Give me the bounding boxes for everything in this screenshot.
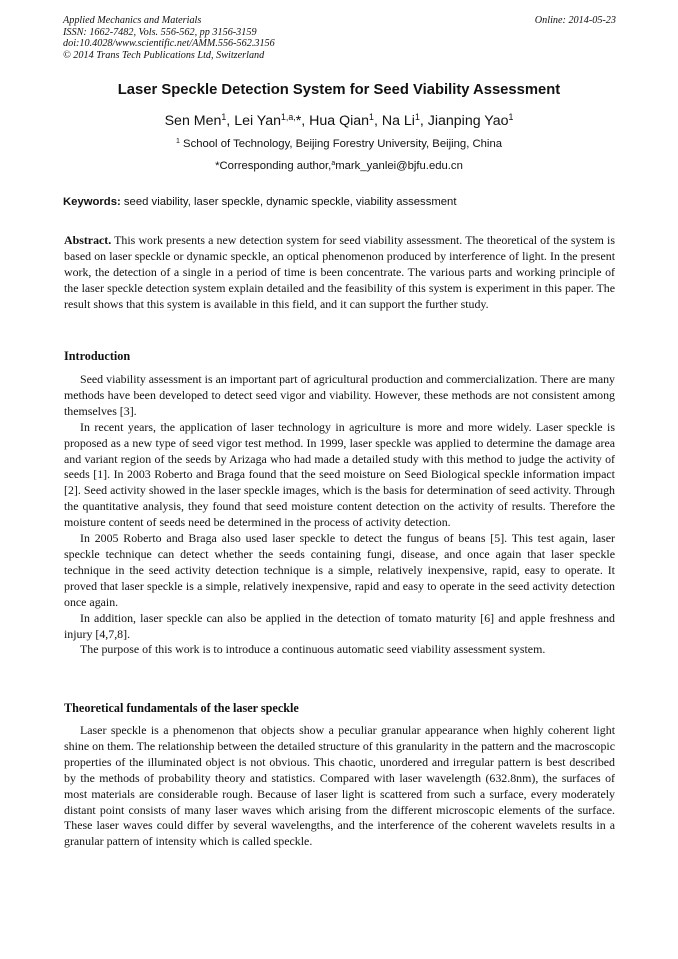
abstract-label: Abstract.	[64, 233, 112, 247]
author: Jianping Yao$^1$	[427, 112, 514, 129]
author-list	[40, 113, 638, 129]
paragraph: Laser speckle is a phenomenon that objects show a peculiar granular appearance when highly coherent light shine on them. The relationship between the detailed structure of this granularity in the pattern and the macroscopic properties of the illuminated object is not obvious. This chaotic, unordered and irregular pattern is best described by the methods of probability theory and statistics. Compared with laser wavelength (632.8nm), the surfaces of most materials are considerable rough. Because of laser light is scattered from such a surface, every moderately distant point consists of many laser waves which arising from the different microscopic elements of the surface. These laser waves could differ by several wavelengths, and the interference of the coherent wavelets results in a granular pattern of intensity which is called speckle.	[64, 723, 615, 849]
author: Lei Yan$^{1,a,}$*,	[234, 112, 310, 129]
corresponding-author: *Corresponding author,$^a$mark_yanlei@bjfu.edu.cn	[215, 160, 463, 172]
paragraph: Seed viability assessment is an important part of agricultural production and commercialization. There are many methods have been developed to detect seed vigor and viability. However, these methods are not consistent among themselves [3].	[64, 372, 615, 418]
abstract-text: This work presents a new detection system for seed viability assessment. The theoretical of the system is based on laser speckle or dynamic speckle, an optical phenomenon produced by interference of light. In the present work, the detection of a single in a period of time is been concentrate. The various parts and working principle of the laser speckle detection system explain detailed and the feasibility of this system is experiment in this paper. The result shows that this system is available in this field, and it can support the further study.	[64, 233, 615, 311]
paragraph: In recent years, the application of laser technology in agriculture is more and more widely. Laser speckle is proposed as a new type of seed vigor test method. In 1999, laser speckle was applied to determine the damage area and variant region of the seeds by Arizaga who had made a detailed study with this method to judge the activity of seeds [1]. In 2003 Roberto and Braga found that the seed moisture on Seed Biological speckle information impact [2]. Seed activity showed in the laser speckle images, which is the basis for determination of seed activity. Through the quantitative analysis, they found that seed moisture content detection on the activity of results. Therefore the moisture content of seeds need be determined in the process of activity detection.	[64, 419, 615, 530]
keywords-text: seed viability, laser speckle, dynamic speckle, viability assessment	[120, 196, 457, 208]
author-email: mark_yanlei@bjfu.edu.cn	[335, 160, 463, 172]
journal-header	[63, 15, 616, 61]
author: Sen Men$^1$,	[164, 112, 235, 129]
author: Na Li$^1$,	[381, 112, 428, 129]
section-heading-introduction: Introduction	[64, 349, 131, 363]
section-heading-theory: Theoretical fundamentals of the laser speckle	[64, 701, 299, 715]
paper-title: Laser Speckle Detection System for Seed Viability Assessment	[117, 82, 561, 98]
abstract	[64, 233, 615, 313]
journal-name: Applied Mechanics and Materials	[63, 15, 202, 26]
section-theory-body	[64, 723, 615, 850]
section-introduction-body	[64, 372, 615, 658]
author: Hua Qian$^1$,	[309, 112, 382, 129]
online-date: Online: 2014-05-23	[534, 15, 616, 26]
paragraph: In addition, laser speckle can also be applied in the detection of tomato maturity [6] and apple freshness and injury [4,7,8].	[64, 610, 615, 641]
copyright-line: © 2014 Trans Tech Publications Ltd, Switzerland	[63, 49, 265, 61]
keywords-label: Keywords:	[63, 196, 121, 208]
keywords	[63, 196, 616, 208]
paragraph: In 2005 Roberto and Braga also used laser speckle to detect the fungus of beans [5]. This test again, laser speckle technique can detect whether the seeds containing fungi, disease, and once again that laser speckle technique in the seed activity detection technique is a simple, relatively inexpensive, rapid, easy to operate. It proved that laser speckle is a simple, relatively inexpensive, rapid and easy to operate in the seed activity detection once again.	[64, 531, 615, 609]
doi-line: doi:10.4028/www.scientific.net/AMM.556-562.3156	[63, 38, 275, 50]
paragraph: The purpose of this work is to introduce a continuous automatic seed viability assessment system.	[80, 642, 546, 657]
issn-line: ISSN: 1662-7482, Vols. 556-562, pp 3156-3159	[63, 26, 257, 38]
affiliation: $^1$ School of Technology, Beijing Forestry University, Beijing, China	[175, 138, 503, 150]
